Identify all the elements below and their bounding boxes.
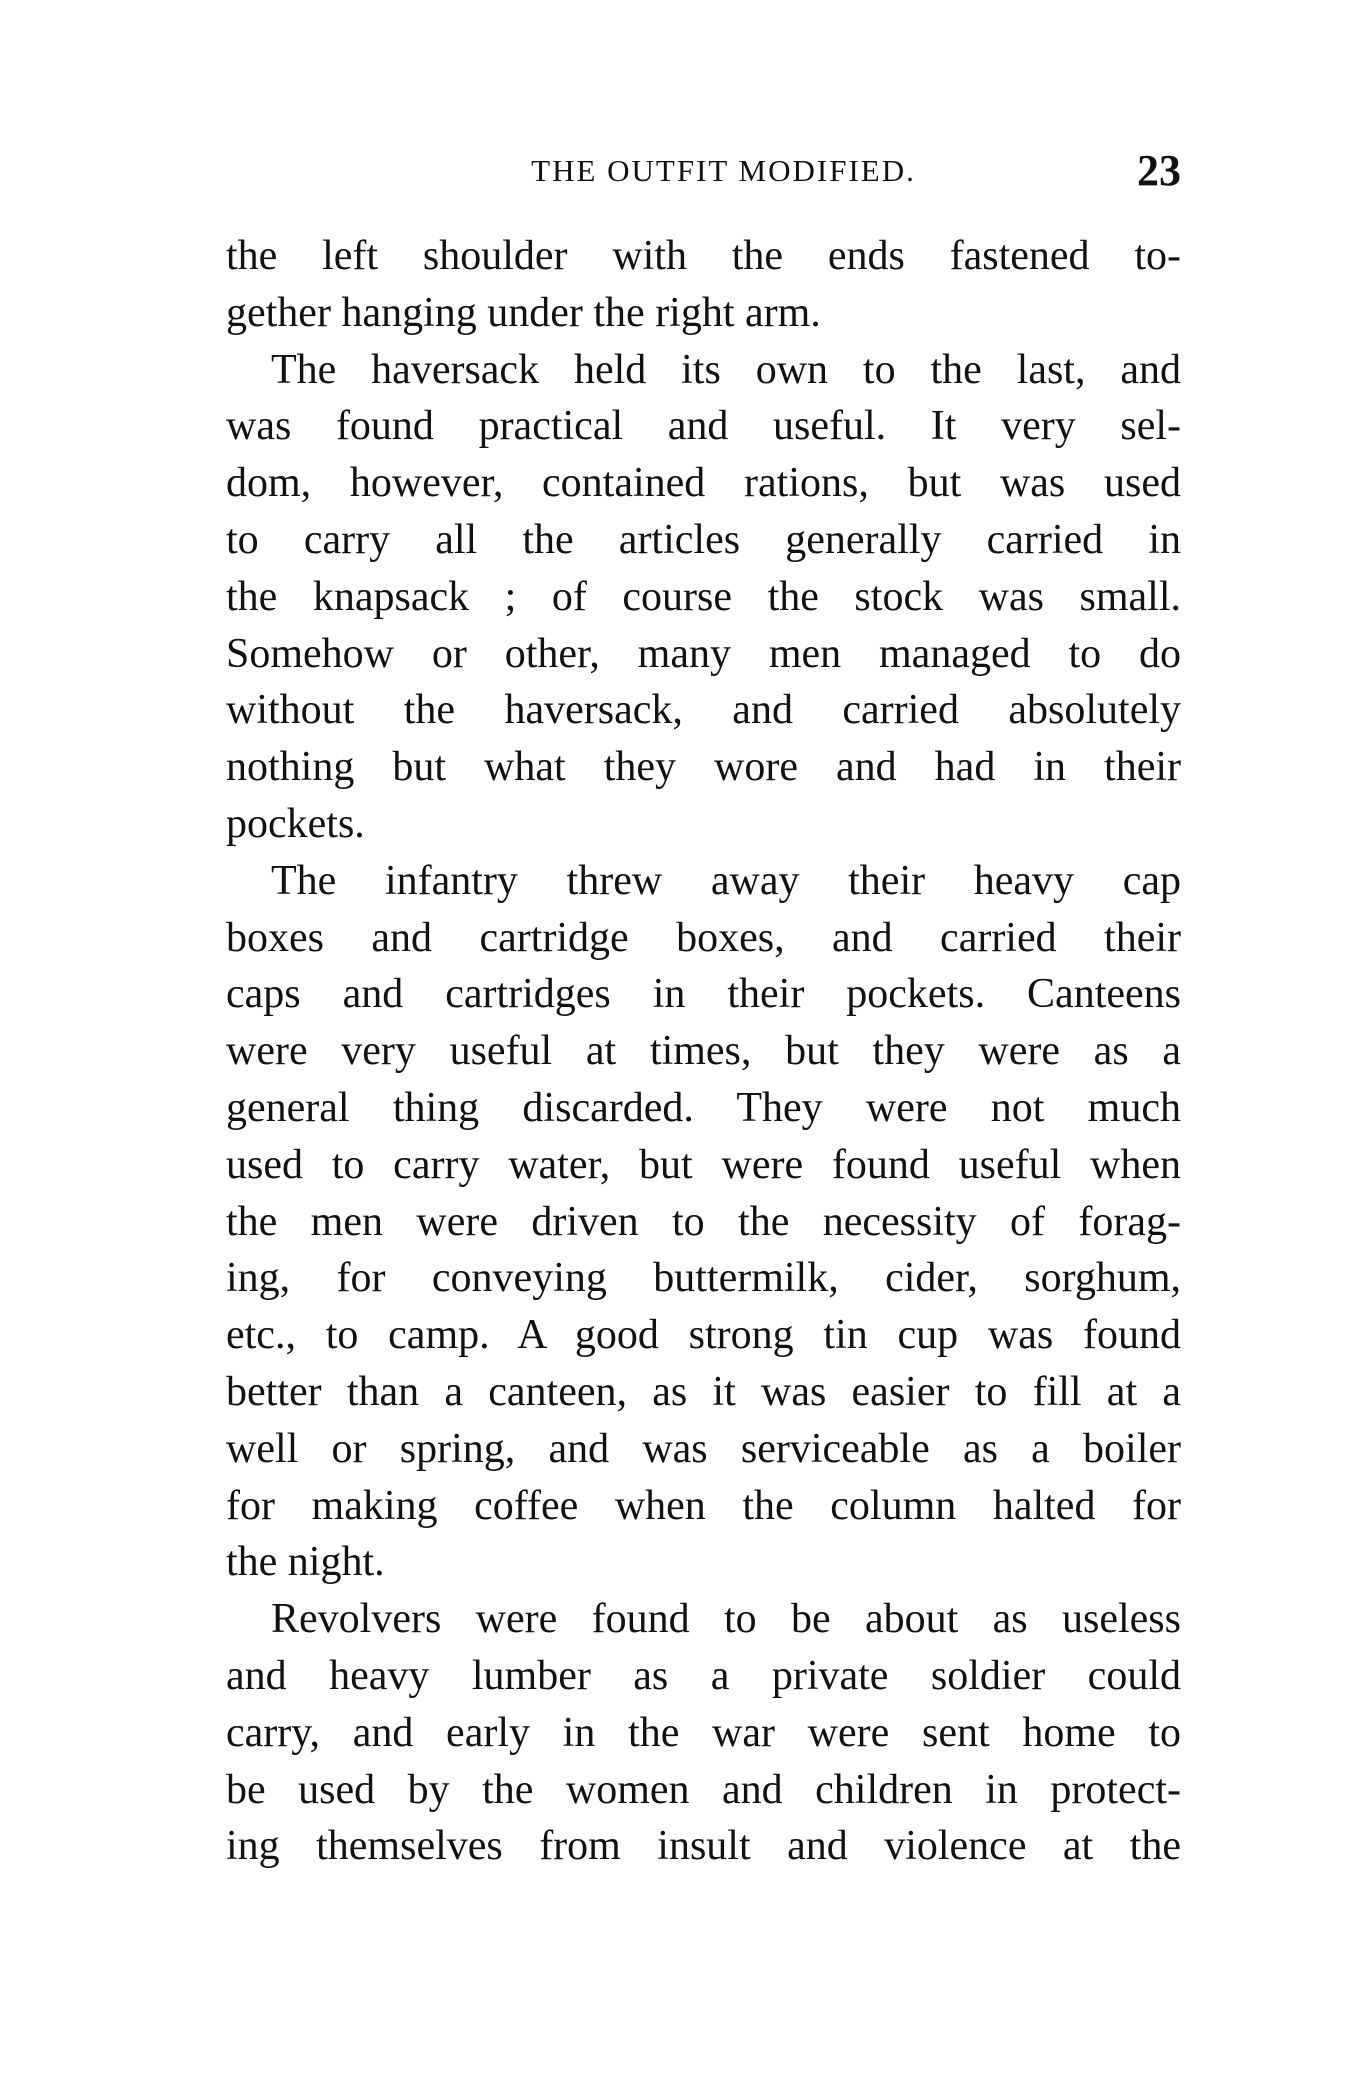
text-line: well or spring, and was serviceable as a boiler: [226, 1425, 1181, 1472]
text-line: dom, however, contained rations, but was used: [226, 460, 1181, 507]
text-line: pockets.: [226, 800, 365, 847]
text-line: ing themselves from insult and violence at the: [226, 1823, 1181, 1870]
text-line: etc., to camp. A good strong tin cup was found: [226, 1312, 1181, 1359]
text-line: better than a canteen, as it was easier to fill at a: [226, 1368, 1181, 1415]
text-line: Revolvers were found to be about as useless: [271, 1596, 1181, 1643]
text-line: be used by the women and children in protect-: [226, 1766, 1181, 1813]
page-number: 23: [1137, 146, 1181, 195]
text-line: was found practical and useful. It very sel-: [226, 403, 1181, 450]
text-line: the left shoulder with the ends fastened to-: [226, 233, 1181, 279]
body-text: [226, 228, 1181, 1875]
text-line: The haversack held its own to the last, and: [271, 346, 1181, 393]
text-line: caps and cartridges in their pockets. Canteens: [226, 971, 1181, 1018]
text-line: were very useful at times, but they were as a: [226, 1028, 1181, 1075]
text-line: for making coffee when the column halted for: [226, 1482, 1181, 1529]
running-head: [226, 145, 1181, 195]
text-line: the men were driven to the necessity of forag-: [226, 1198, 1181, 1245]
text-line: general thing discarded. They were not much: [226, 1084, 1181, 1131]
text-line: used to carry water, but were found useful when: [226, 1141, 1181, 1188]
text-line: without the haversack, and carried absolutely: [226, 687, 1181, 734]
running-title: THE OUTFIT MODIFIED.: [531, 153, 916, 188]
text-line: and heavy lumber as a private soldier could: [226, 1652, 1181, 1699]
text-line: boxes and cartridge boxes, and carried their: [226, 914, 1181, 961]
text-line: the night.: [226, 1539, 385, 1586]
text-line: The infantry threw away their heavy cap: [271, 857, 1181, 904]
text-line: Somehow or other, many men managed to do: [226, 630, 1181, 677]
text-line: to carry all the articles generally carried in: [226, 516, 1181, 563]
text-line: gether hanging under the right arm.: [226, 289, 821, 336]
text-line: carry, and early in the war were sent home to: [226, 1709, 1181, 1756]
text-line: ing, for conveying buttermilk, cider, sorghum,: [226, 1255, 1181, 1302]
text-line: nothing but what they wore and had in their: [226, 744, 1181, 791]
text-line: the knapsack ; of course the stock was small.: [226, 573, 1181, 620]
